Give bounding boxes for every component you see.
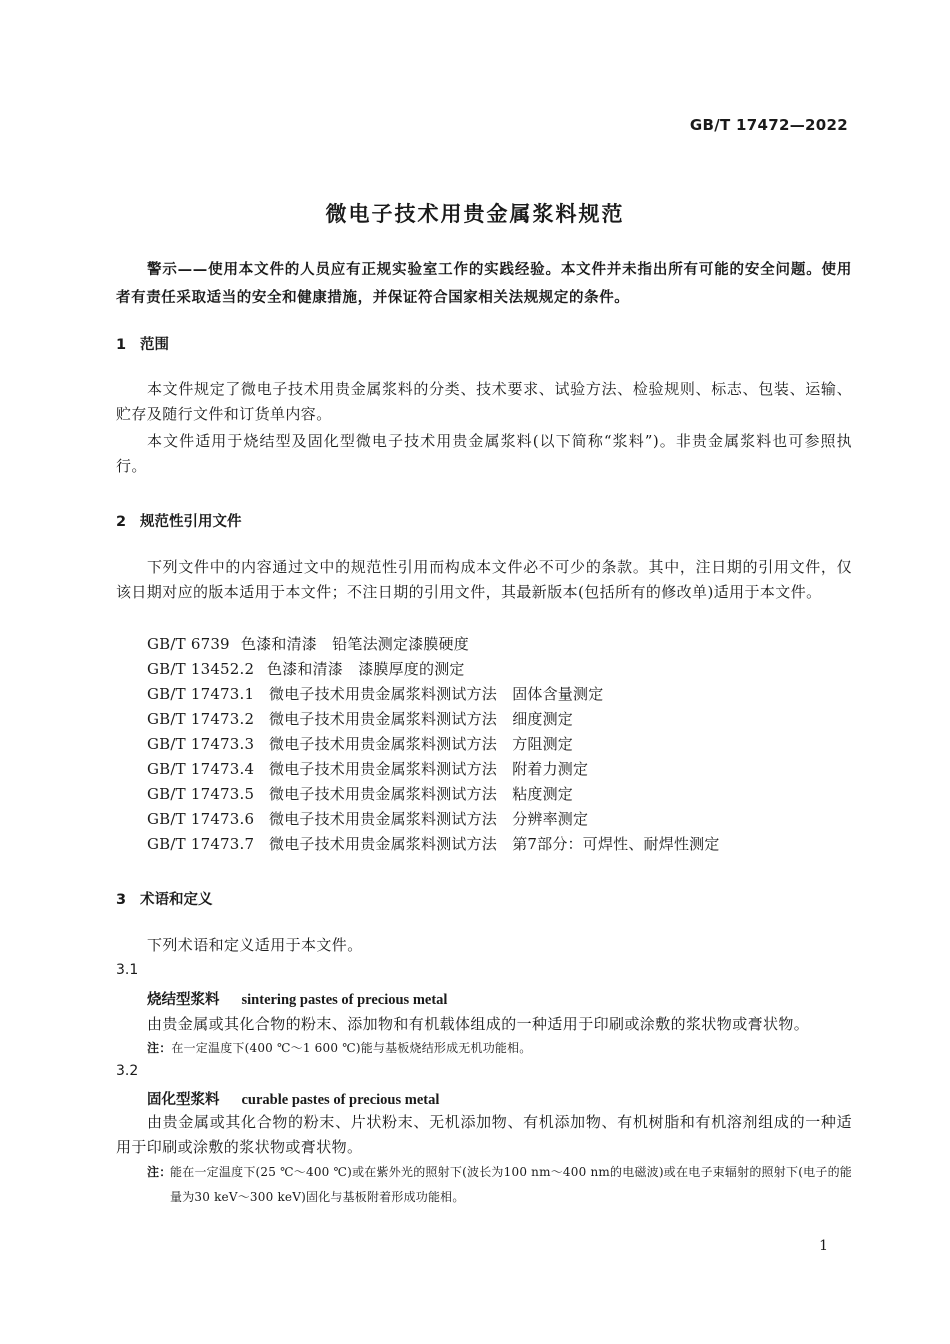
note-text: 能在一定温度下(25 ℃～400 ℃)或在紫外光的照射下(波长为100 nm～400 nm的电磁波)或在电子束辐射的照射下(电子的能量为30 keV～300 keV)固化与基板附着形成功能相。 [170,1165,852,1204]
reference-code: GB/T 13452.2 [147,660,255,678]
section-title: 规范性引用文件 [140,514,242,530]
page-number: 1 [819,1238,828,1254]
reference-item [147,708,573,729]
term-definition: 由贵金属或其化合物的粉末、片状粉末、无机添加物、有机添加物、有机树脂和有机溶剂组成的一种适用于印刷或涂敷的浆状物或膏状物。 [116,1113,852,1156]
section-title: 范围 [140,337,169,353]
term-entry [147,1088,439,1109]
reference-title: 色漆和清漆 铅笔法测定漆膜硬度 [241,635,470,653]
section-number: 3 [116,892,127,908]
reference-title: 色漆和清漆 漆膜厚度的测定 [267,660,465,678]
reference-item [147,633,469,654]
note-label: 注： [147,1165,172,1179]
reference-title: 微电子技术用贵金属浆料测试方法 第7部分：可焊性、耐焊性测定 [269,835,720,853]
terms-intro: 下列术语和定义适用于本文件。 [147,936,363,954]
reference-item [147,658,465,679]
references-intro: 下列文件中的内容通过文中的规范性引用而构成本文件必不可少的条款。其中，注日期的引用文件，仅该日期对应的版本适用于本文件；不注日期的引用文件，其最新版本(包括所有的修改单)适用于本文件。 [116,558,852,601]
reference-code: GB/T 17473.7 [147,835,255,853]
reference-item [147,783,573,804]
reference-title: 微电子技术用贵金属浆料测试方法 分辨率测定 [269,810,589,828]
reference-title: 微电子技术用贵金属浆料测试方法 细度测定 [269,710,574,728]
reference-title: 微电子技术用贵金属浆料测试方法 附着力测定 [269,760,589,778]
term-english: curable pastes of precious metal [241,1092,440,1108]
reference-code: GB/T 17473.2 [147,710,255,728]
section-title: 术语和定义 [140,892,213,908]
section-3-heading [116,888,213,909]
section-number: 1 [116,337,127,353]
reference-title: 微电子技术用贵金属浆料测试方法 粘度测定 [269,785,574,803]
term-chinese: 固化型浆料 [147,1092,220,1108]
reference-code: GB/T 17473.6 [147,810,255,828]
reference-code: GB/T 17473.3 [147,735,255,753]
warning-paragraph: 警示——使用本文件的人员应有正规实验室工作的实践经验。本文件并未指出所有可能的安全问题。使用者有责任采取适当的安全和健康措施，并保证符合国家相关法规规定的条件。 [116,262,852,306]
reference-code: GB/T 6739 [147,635,230,653]
reference-code: GB/T 17473.5 [147,785,255,803]
reference-title: 微电子技术用贵金属浆料测试方法 固体含量测定 [269,685,604,703]
reference-item [147,733,573,754]
term-note [147,1036,532,1061]
reference-item [147,758,588,779]
term-english: sintering pastes of precious metal [241,992,448,1008]
clause-number: 3.1 [116,962,139,978]
section-number: 2 [116,514,127,530]
reference-title: 微电子技术用贵金属浆料测试方法 方阻测定 [269,735,574,753]
scope-paragraph-2: 本文件适用于烧结型及固化型微电子技术用贵金属浆料(以下简称“浆料”)。非贵金属浆料也可参照执行。 [116,432,852,475]
reference-item [147,683,603,704]
standard-number: GB/T 17472—2022 [689,116,848,134]
term-definition: 由贵金属或其化合物的粉末、添加物和有机载体组成的一种适用于印刷或涂敷的浆状物或膏状物。 [147,1015,810,1033]
section-2-heading [116,510,242,531]
term-chinese: 烧结型浆料 [147,992,220,1008]
reference-item [147,833,720,854]
clause-number: 3.2 [116,1063,139,1079]
term-entry [147,988,447,1009]
section-1-heading [116,333,169,354]
note-label: 注： [147,1041,172,1055]
reference-code: GB/T 17473.1 [147,685,255,703]
term-note [147,1160,852,1210]
reference-item [147,808,588,829]
document-title: 微电子技术用贵金属浆料规范 [325,202,625,226]
scope-paragraph-1: 本文件规定了微电子技术用贵金属浆料的分类、技术要求、试验方法、检验规则、标志、包装、运输、贮存及随行文件和订货单内容。 [116,380,852,423]
note-text: 在一定温度下(400 ℃～1 600 ℃)能与基板烧结形成无机功能相。 [171,1041,532,1055]
reference-code: GB/T 17473.4 [147,760,255,778]
